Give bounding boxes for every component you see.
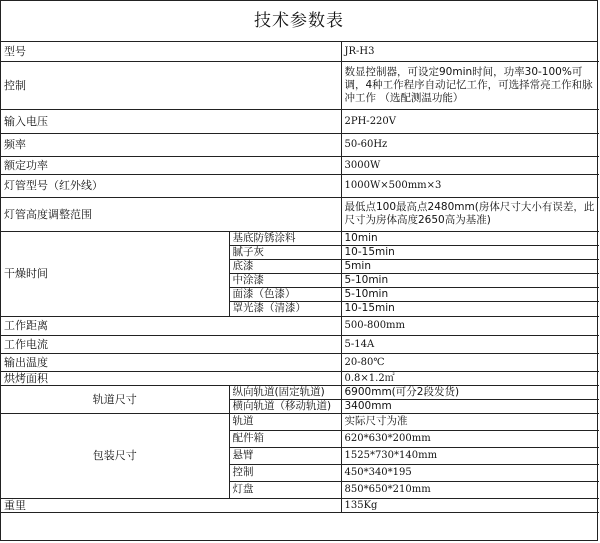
row-distance (1, 316, 599, 335)
drying-item-name: 腻子灰 (229, 245, 341, 259)
package-item-name: 灯盘 (229, 481, 341, 498)
value-power: 3000W (341, 156, 599, 174)
drying-item-time: 10-15min (341, 301, 599, 316)
row-track (1, 385, 599, 399)
drying-item-name: 基底防锈涂料 (229, 231, 341, 245)
value-current: 5-14A (341, 335, 599, 353)
drying-item-name: 底漆 (229, 259, 341, 273)
row-drying (1, 231, 599, 245)
drying-item-name: 罩光漆（清漆） (229, 301, 341, 316)
package-item-name: 配件箱 (229, 430, 341, 447)
package-item-name: 轨道 (229, 413, 341, 430)
value-frequency: 50-60Hz (341, 133, 599, 156)
row-height (1, 197, 599, 231)
row-temp (1, 353, 599, 371)
track-item-name: 横向轨道（移动轨道) (229, 399, 341, 413)
drying-item-time: 10min (341, 231, 599, 245)
row-lamp (1, 174, 599, 197)
label-distance: 工作距离 (1, 316, 341, 335)
label-model: 型号 (1, 42, 341, 61)
package-item-value: 620*630*200mm (341, 430, 599, 447)
label-power: 额定功率 (1, 156, 341, 174)
value-temp: 20-80℃ (341, 353, 599, 371)
drying-item-name: 面漆（色漆） (229, 287, 341, 301)
label-current: 工作电流 (1, 335, 341, 353)
label-track: 轨道尺寸 (1, 385, 229, 413)
package-item-value: 450*340*195 (341, 464, 599, 481)
row-current (1, 335, 599, 353)
drying-item-time: 10-15min (341, 245, 599, 259)
spec-table (1, 42, 599, 513)
value-weight: 135Kg (341, 498, 599, 512)
package-item-value: 850*650*210mm (341, 481, 599, 498)
row-model (1, 42, 599, 61)
label-frequency: 频率 (1, 133, 341, 156)
row-power (1, 156, 599, 174)
drying-item-time: 5min (341, 259, 599, 273)
label-voltage: 输入电压 (1, 109, 341, 133)
row-area (1, 371, 599, 385)
package-item-name: 悬臂 (229, 447, 341, 464)
drying-item-name: 中涂漆 (229, 273, 341, 287)
row-voltage (1, 109, 599, 133)
label-area: 烘烤面积 (1, 371, 341, 385)
value-area: 0.8×1.2㎡ (341, 371, 599, 385)
track-item-value: 6900mm(可分2段发货) (341, 385, 599, 399)
value-distance: 500-800mm (341, 316, 599, 335)
track-item-name: 纵向轨道(固定轨道) (229, 385, 341, 399)
value-control: 数显控制器，可设定90min时间，功率30-100%可调，4种工作程序自动记忆工作，可选择常亮工作和脉冲工作 （选配测温功能） (341, 61, 599, 109)
track-item-value: 3400mm (341, 399, 599, 413)
drying-item-time: 5-10min (341, 273, 599, 287)
page-title: 技术参数表 (1, 1, 597, 42)
value-voltage: 2PH-220V (341, 109, 599, 133)
row-control (1, 61, 599, 109)
value-height: 最低点100最高点2480mm(房体尺寸大小有误差，此尺寸为房体高度2650高为基准) (341, 197, 599, 231)
label-temp: 输出温度 (1, 353, 341, 371)
package-item-name: 控制 (229, 464, 341, 481)
label-lamp: 灯管型号（红外线） (1, 174, 341, 197)
label-weight: 重里 (1, 498, 341, 512)
value-lamp: 1000W×500mm×3 (341, 174, 599, 197)
label-control: 控制 (1, 61, 341, 109)
row-weight (1, 498, 599, 512)
row-frequency (1, 133, 599, 156)
drying-item-time: 5-10min (341, 287, 599, 301)
package-item-value: 1525*730*140mm (341, 447, 599, 464)
label-package: 包装尺寸 (1, 413, 229, 498)
label-drying: 干燥时间 (1, 231, 229, 316)
label-height: 灯管高度调整范围 (1, 197, 341, 231)
row-package (1, 413, 599, 430)
value-model: JR-H3 (341, 42, 599, 61)
package-item-value: 实际尺寸为准 (341, 413, 599, 430)
